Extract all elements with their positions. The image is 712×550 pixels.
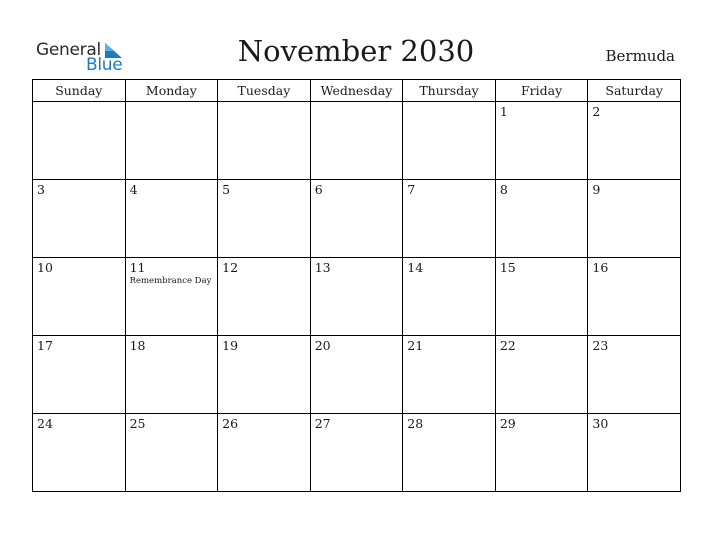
day-cell — [310, 102, 403, 180]
day-cell — [403, 102, 496, 180]
weekday-header: Monday — [125, 80, 218, 102]
weekday-header: Sunday — [33, 80, 126, 102]
region-label: Bermuda — [605, 47, 675, 65]
day-cell — [310, 414, 403, 492]
week-row — [33, 258, 681, 336]
day-cell — [218, 336, 311, 414]
day-number: 28 — [407, 416, 424, 431]
day-number: 25 — [129, 416, 146, 431]
weekday-header-row — [33, 80, 681, 102]
day-number: 4 — [129, 182, 138, 197]
day-number: 6 — [314, 182, 323, 197]
day-number: 30 — [592, 416, 609, 431]
day-cell — [310, 180, 403, 258]
day-number: 7 — [407, 182, 416, 197]
day-cell — [403, 180, 496, 258]
day-cell — [218, 102, 311, 180]
day-cell — [310, 258, 403, 336]
day-number: 5 — [222, 182, 231, 197]
day-cell — [495, 336, 588, 414]
day-number: 1 — [499, 104, 508, 119]
day-number: 29 — [499, 416, 516, 431]
day-number: 12 — [222, 260, 239, 275]
day-cell — [125, 414, 218, 492]
day-number: 21 — [407, 338, 424, 353]
weekday-header: Friday — [495, 80, 588, 102]
day-cell — [495, 102, 588, 180]
day-number: 13 — [314, 260, 331, 275]
day-number: 17 — [37, 338, 53, 353]
day-cell — [588, 258, 681, 336]
page-title: November 2030 — [237, 34, 475, 68]
day-cell — [495, 180, 588, 258]
day-cell — [588, 336, 681, 414]
day-number: 10 — [37, 260, 53, 275]
logo-word-general: General — [36, 40, 101, 60]
day-number — [311, 102, 403, 104]
day-cell — [33, 102, 126, 180]
weekday-header: Thursday — [403, 80, 496, 102]
weekday-header: Saturday — [588, 80, 681, 102]
week-row — [33, 180, 681, 258]
day-cell — [125, 180, 218, 258]
day-number: 14 — [407, 260, 424, 275]
day-cell — [218, 414, 311, 492]
day-number: 11 — [129, 260, 146, 275]
day-number: 19 — [222, 338, 239, 353]
day-number: 18 — [129, 338, 146, 353]
weekday-header: Tuesday — [218, 80, 311, 102]
weekday-header: Wednesday — [310, 80, 403, 102]
day-number: 26 — [222, 416, 239, 431]
day-cell — [33, 336, 126, 414]
day-cell — [495, 414, 588, 492]
day-cell — [403, 414, 496, 492]
day-number — [218, 102, 310, 104]
day-cell — [33, 258, 126, 336]
day-number: 8 — [499, 182, 508, 197]
day-cell — [403, 336, 496, 414]
day-cell — [218, 180, 311, 258]
day-number: 27 — [314, 416, 331, 431]
day-number: 22 — [499, 338, 516, 353]
day-number: 3 — [37, 182, 45, 197]
day-cell — [125, 102, 218, 180]
day-number: 9 — [592, 182, 601, 197]
day-cell — [218, 258, 311, 336]
week-row — [33, 336, 681, 414]
week-row — [33, 414, 681, 492]
day-cell — [33, 414, 126, 492]
day-cell — [33, 180, 126, 258]
day-number: 24 — [37, 416, 53, 431]
day-cell — [310, 336, 403, 414]
day-number: 20 — [314, 338, 331, 353]
day-number: 23 — [592, 338, 609, 353]
logo-word-blue: Blue — [86, 55, 123, 75]
day-number: 15 — [499, 260, 516, 275]
day-cell — [125, 336, 218, 414]
day-cell — [588, 180, 681, 258]
day-number: 2 — [592, 104, 601, 119]
week-row — [33, 102, 681, 180]
day-number — [33, 102, 125, 104]
day-number: 16 — [592, 260, 609, 275]
day-number — [126, 102, 218, 104]
day-cell — [125, 258, 218, 336]
calendar-grid — [32, 79, 681, 492]
holiday-label: Remembrance Day — [129, 276, 212, 286]
day-cell — [403, 258, 496, 336]
day-cell — [588, 102, 681, 180]
day-cell — [588, 414, 681, 492]
day-number — [403, 102, 495, 104]
day-cell — [495, 258, 588, 336]
